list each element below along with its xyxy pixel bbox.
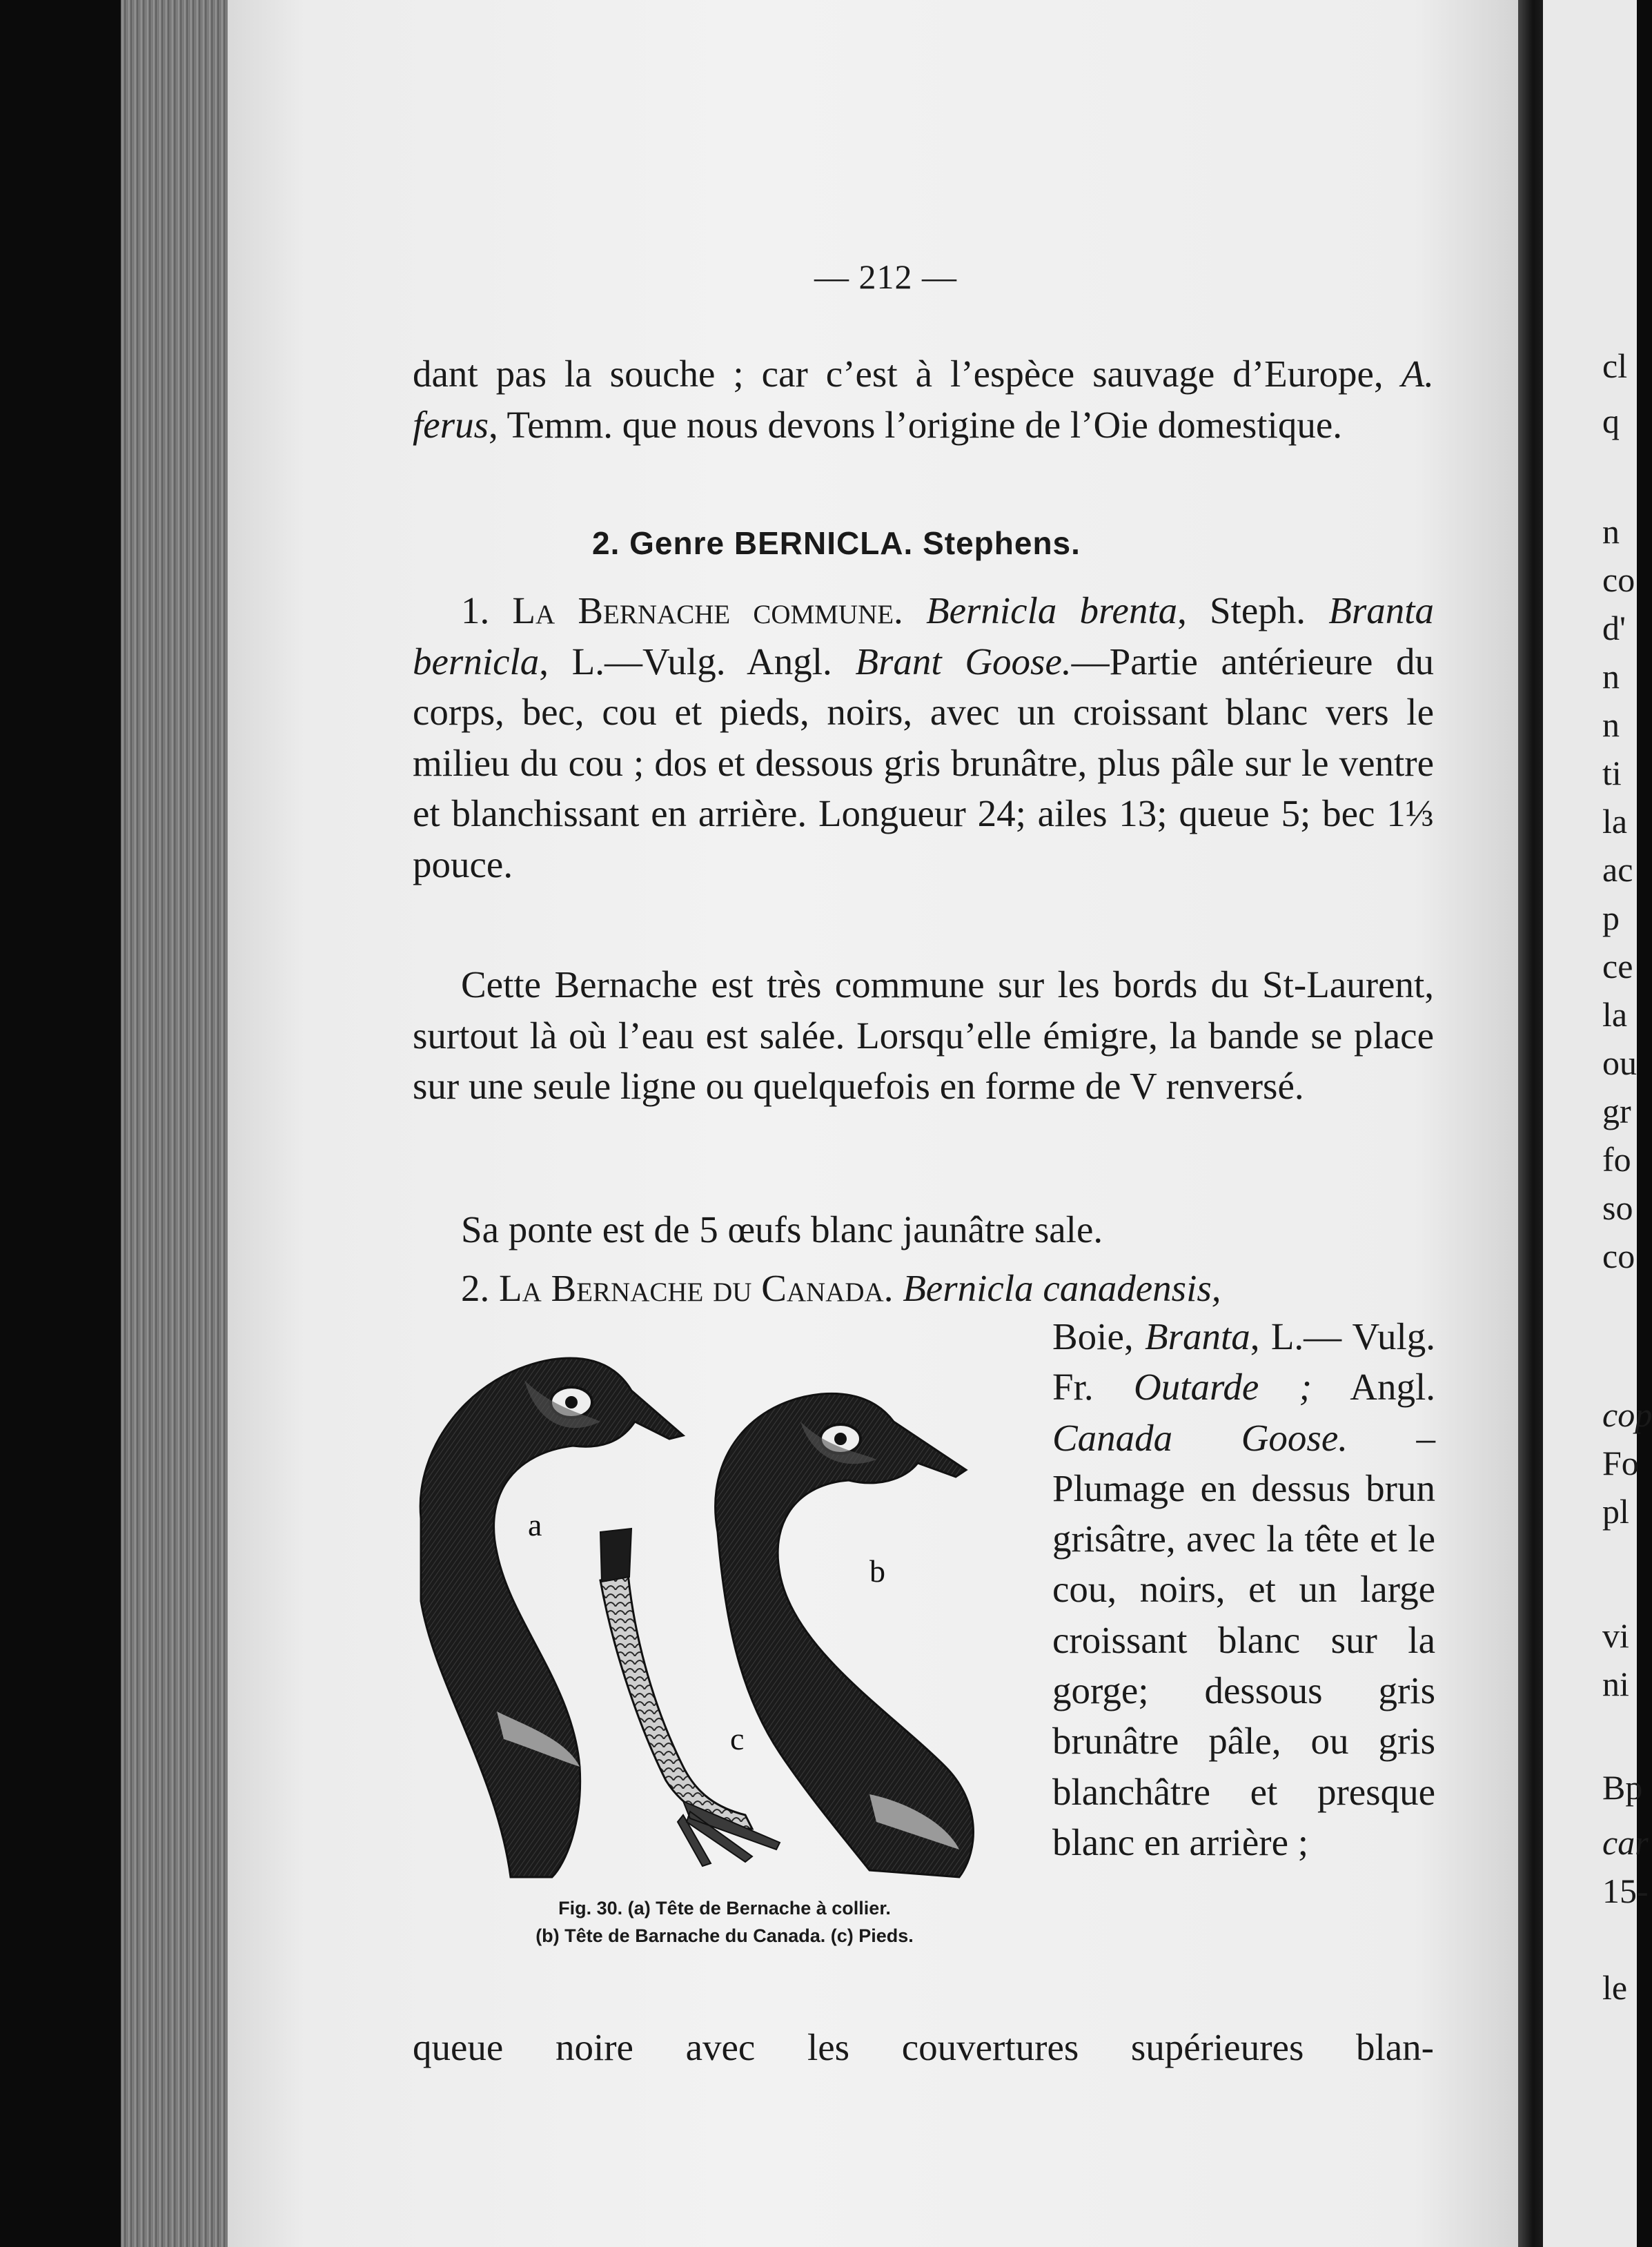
facing-page-text: le (1602, 1968, 1628, 2007)
facing-page-text: vi (1602, 1616, 1629, 1655)
species-scientific-name: Bernicla brenta (925, 589, 1178, 631)
figure-caption-line-1: Fig. 30. (a) Tête de Bernache à collier. (558, 1898, 891, 1919)
facing-page-text: co (1602, 1237, 1635, 1275)
intro-text-2: , Temm. que nous devons l’origine de l’Oie domestique. (489, 403, 1342, 446)
facing-page-text: pl (1602, 1492, 1629, 1531)
facing-page-text: la (1602, 802, 1628, 841)
species-2-english-name: Canada Goose. (1052, 1416, 1348, 1459)
species-synonym: Branta bernicla (413, 589, 1435, 683)
species-2-number: 2. (461, 1267, 499, 1309)
species-2-synonym-authority: , L.— Vulg. Fr. (1052, 1315, 1435, 1409)
facing-page-text: 15- (1602, 1872, 1649, 1910)
species-2-last-line: queue noire avec les couvertures supérieures blan- (413, 2026, 1434, 2068)
facing-page-text: car (1602, 1823, 1649, 1862)
intro-text-1: dant pas la souche ; car c’est à l’espèce sauvage d’Europe, (413, 353, 1402, 395)
species-authority: , Steph. (1177, 589, 1329, 631)
species-2-heading (413, 1263, 1482, 1314)
facing-page-text: cop (1602, 1395, 1652, 1434)
species-number: 1. (461, 589, 513, 631)
intro-paragraph (413, 349, 1434, 450)
taxon-name: A. ferus (413, 353, 1434, 446)
facing-page-text: cl (1602, 346, 1628, 385)
figure-30-illustration (393, 1325, 1035, 1919)
facing-page-text: n (1602, 657, 1620, 696)
species-2-authority: Boie, (1052, 1315, 1145, 1357)
book-gutter (1518, 0, 1543, 2247)
figure-caption-line-2: (b) Tête de Barnache du Canada. (c) Pieds. (535, 1925, 914, 1946)
species-description: —Partie antérieure du corps, bec, cou et pieds, noirs, avec un croissant blanc vers le milieu du cou ; dos et dessous gris brunâtre, plus pâle sur le ventre et blanchissant en arrière. Longueur 24; ailes 13; queue 5; bec 1⅓ pouce. (413, 640, 1434, 885)
goose-engraving (393, 1325, 1035, 1919)
facing-page-text: n (1602, 705, 1620, 744)
figure-label-a: a (528, 1507, 542, 1542)
facing-page-text: co (1602, 560, 1635, 599)
paragraph-eggs (413, 1204, 1434, 1255)
species-common-name: La Bernache commune. (512, 589, 903, 631)
facing-page-text: n (1602, 512, 1620, 551)
species-2-scientific-name: Bernicla canadensis, (903, 1267, 1221, 1309)
species-2-description: – Plumage en dessus brun grisâtre, avec la tête et le cou, noirs, et un large croissant blanc sur la gorge; dessous gris brunâtre pâle, ou gris blanchâtre et presque blanc en arrière ; (1052, 1416, 1435, 1863)
page-number: — 212 — (814, 257, 957, 296)
figure-caption (414, 1894, 1035, 1950)
facing-page-text: gr (1602, 1092, 1631, 1130)
goose-head-a (420, 1358, 683, 1877)
facing-page-text: ti (1602, 754, 1622, 792)
book-page-edges (121, 0, 235, 2247)
figure-label-b: b (869, 1553, 885, 1589)
facing-page-fragment (1543, 0, 1652, 2247)
facing-page-text: p (1602, 899, 1620, 937)
species-2-common-name: La Bernache du Canada. (499, 1267, 894, 1309)
facing-page-text: q (1602, 402, 1620, 440)
paragraph-common (413, 959, 1434, 1112)
facing-page-text: fo (1602, 1140, 1631, 1179)
goose-head-b (716, 1393, 974, 1877)
facing-page-text: la (1602, 995, 1628, 1034)
paragraph-common-text: Cette Bernache est très commune sur les bords du St-Laurent, surtout là où l’eau est salée. Lorsqu’elle émigre, la bande se place sur une seule ligne ou quelquefois en forme de V renversé. (413, 963, 1434, 1107)
facing-page-text: ou (1602, 1043, 1637, 1082)
species-2-synonym: Branta (1144, 1315, 1250, 1357)
synonym-authority: , L.—Vulg. Angl. (539, 640, 856, 683)
genus-heading: 2. Genre BERNICLA. Stephens. (592, 525, 1081, 561)
species-english-name: Brant Goose. (855, 640, 1072, 683)
facing-page-text: ni (1602, 1665, 1629, 1703)
facing-page-text: Fo (1602, 1444, 1639, 1482)
facing-page-text: ac (1602, 850, 1633, 889)
paragraph-eggs-text: Sa ponte est de 5 œufs blanc jaunâtre sale. (461, 1208, 1103, 1250)
facing-page-text: ce (1602, 947, 1633, 985)
facing-page-text: Bp (1602, 1768, 1643, 1807)
species-2-french-name: Outarde ; (1133, 1366, 1312, 1409)
figure-label-c: c (730, 1721, 745, 1756)
species-2-wrap-text (1052, 1311, 1435, 1867)
facing-page-text: d' (1602, 609, 1626, 647)
species-1-entry (413, 585, 1434, 890)
facing-page-text: so (1602, 1188, 1633, 1227)
species-2-angl: Angl. (1311, 1366, 1436, 1409)
